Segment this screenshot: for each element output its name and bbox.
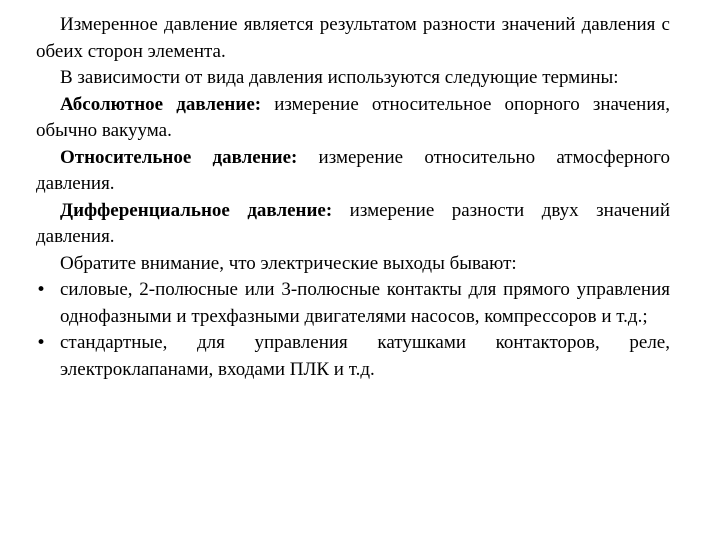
paragraph-relative-pressure [36, 145, 670, 198]
term-absolute-pressure: Абсолютное давление: [60, 93, 262, 115]
paragraph-text: В зависимости от вида давления используются следующие термины: [60, 67, 619, 88]
term-relative-pressure: Относительное давление: [60, 146, 298, 168]
paragraph-text: Обратите внимание, что электрические выходы бывают: [60, 252, 517, 274]
list-item-text: силовые, 2-полюсные или 3-полюсные контакты для прямого управления однофазными и трехфазными двигателями насосов, компрессоров и т.д.; [60, 279, 670, 327]
paragraph-text: Измеренное давление является результатом разности значений давления с обеих сторон элемента. [36, 14, 670, 62]
list-item [36, 277, 670, 330]
paragraph-absolute-pressure [36, 92, 670, 145]
paragraph-measured-pressure [36, 12, 670, 65]
paragraph-outputs-intro [36, 251, 670, 278]
paragraph-text: измерение относительное опорного значения, обычно вакуума. [36, 93, 671, 141]
list-item [36, 330, 670, 383]
outputs-bullet-list [36, 277, 670, 383]
term-differential-pressure: Дифференциальное давление: [60, 199, 333, 221]
bullet-icon: • [36, 333, 47, 353]
paragraph-terms-intro [36, 65, 670, 92]
document-page [36, 12, 670, 383]
bullet-icon: • [36, 280, 47, 300]
list-item-text: стандартные, для управления катушками контакторов, реле, электроклапанами, входами ПЛК и т.д. [60, 332, 670, 380]
paragraph-differential-pressure [36, 198, 670, 251]
paragraph-text: измерение относительно атмосферного давления. [36, 146, 670, 194]
paragraph-text: измерение разности двух значений давления. [36, 199, 671, 247]
